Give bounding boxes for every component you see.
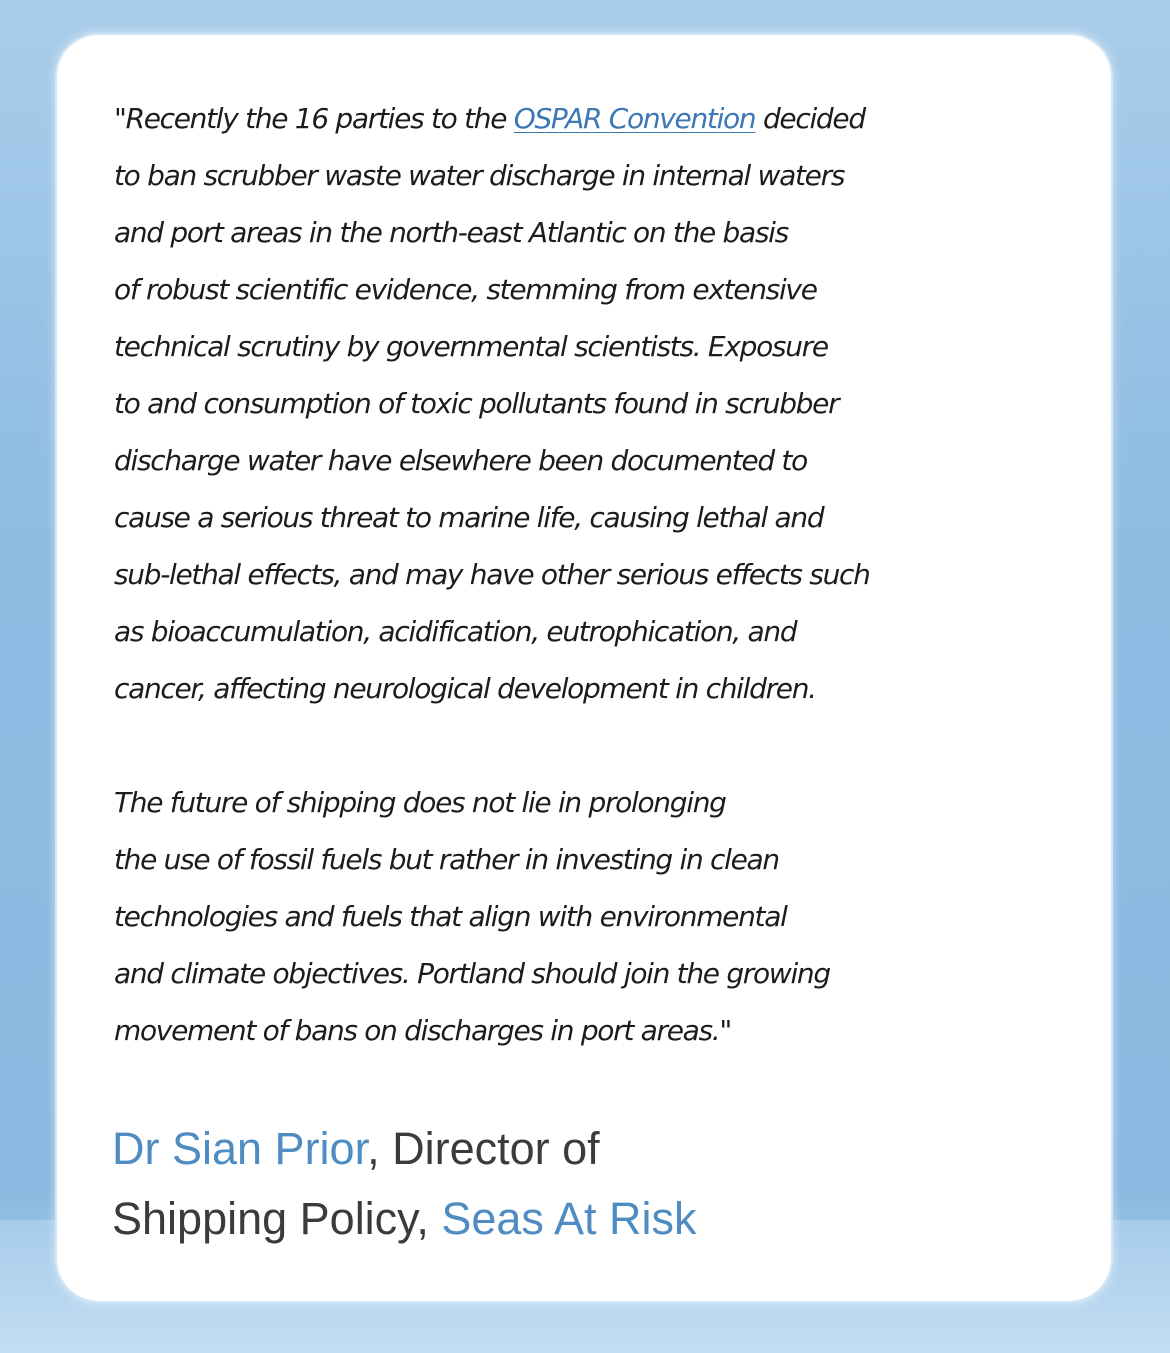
quote-line: movement of bans on discharges in port areas." (114, 1014, 731, 1047)
quote-text (114, 90, 1014, 1059)
attribution-line-1 (112, 1114, 1012, 1184)
quote-attribution (112, 1114, 1012, 1254)
quote-card (55, 33, 1113, 1303)
quote-line: the use of fossil fuels but rather in investing in clean (114, 843, 779, 876)
quote-line: cancer, affecting neurological development in children. (114, 672, 816, 705)
quote-line: The future of shipping does not lie in prolonging (114, 786, 726, 819)
quote-line: to and consumption of toxic pollutants found in scrubber (114, 387, 839, 420)
quote-line-start: "Recently the 16 parties to the (114, 102, 514, 135)
quote-line: technologies and fuels that align with environmental (114, 900, 787, 933)
quote-line: cause a serious threat to marine life, causing lethal and (114, 501, 824, 534)
quote-line: of robust scientific evidence, stemming from extensive (114, 273, 817, 306)
organization-link[interactable]: Seas At Risk (441, 1193, 697, 1244)
quote-line: sub-lethal effects, and may have other serious effects such (114, 558, 870, 591)
quote-line: discharge water have elsewhere been documented to (114, 444, 807, 477)
quote-paragraph-2 (114, 774, 1014, 1059)
quote-line: technical scrutiny by governmental scientists. Exposure (114, 330, 828, 363)
speaker-name-link[interactable]: Dr Sian Prior (112, 1123, 368, 1174)
speaker-role-part-2: Shipping Policy, (112, 1193, 442, 1244)
ospar-convention-link[interactable]: OSPAR Convention (513, 102, 756, 135)
quote-line (114, 90, 1014, 147)
quote-paragraph-1 (114, 90, 1014, 717)
quote-line: and climate objectives. Portland should join the growing (114, 957, 830, 990)
attribution-line-2 (112, 1184, 1012, 1254)
speaker-role-part-1: , Director of (367, 1123, 600, 1174)
quote-line: to ban scrubber waste water discharge in internal waters (114, 159, 845, 192)
quote-line: as bioaccumulation, acidification, eutrophication, and (114, 615, 797, 648)
quote-line-end: decided (755, 102, 865, 135)
quote-line: and port areas in the north-east Atlantic on the basis (114, 216, 788, 249)
